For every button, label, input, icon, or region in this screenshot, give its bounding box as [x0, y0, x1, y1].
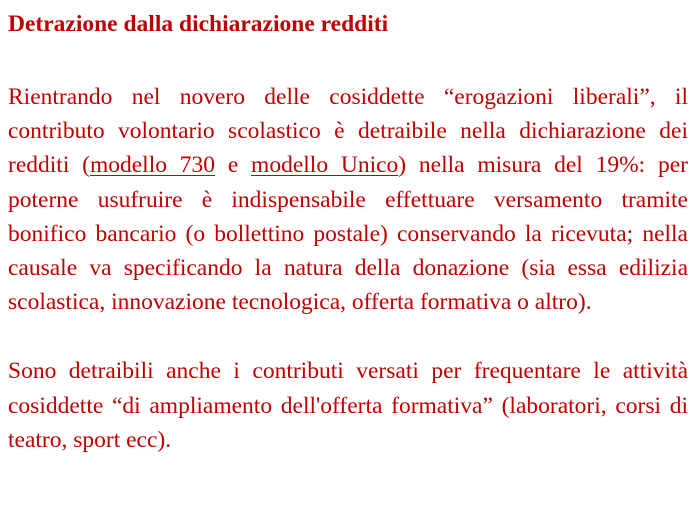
- paragraph-text: Rientrando nel novero delle cosiddette “erogazioni liberali”, il contributo volontario scolastico è detraibile nella dichiarazione dei redditi (: [8, 84, 688, 179]
- page-title: Detrazione dalla dichiarazione redditi: [8, 11, 389, 37]
- modello-730-link[interactable]: modello 730: [89, 152, 216, 179]
- document-body: [8, 8, 688, 457]
- paragraph-ampliamento-offerta: Sono detraibili anche i contributi versati per frequentare le attività cosiddette “di ampliamento dell'offerta formativa” (laboratori, corsi di teatro, sport ecc).: [8, 358, 688, 453]
- paragraph-erogazioni-liberali: [8, 80, 688, 319]
- paragraph-text: ) nella misura del 19%: per poterne usufruire è indispensabile effettuare versamento tramite bonifico bancario (o bollettino postale) conservando la ricevuta; nella causale va specificando la natura della donazione (sia essa edilizia scolastica, innovazione tecnologica, offerta formativa o altro).: [8, 152, 689, 316]
- paragraph-text: e: [215, 152, 252, 179]
- modello-unico-link[interactable]: modello Unico: [251, 152, 399, 179]
